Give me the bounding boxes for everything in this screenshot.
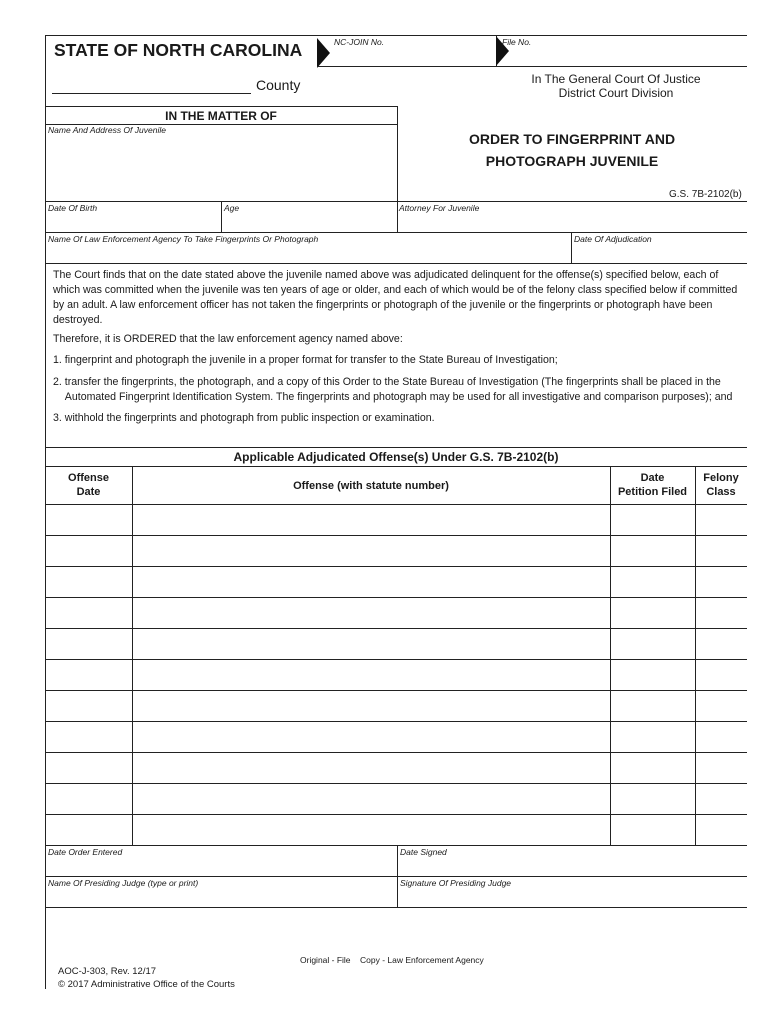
distribution-note: Original - File Copy - Law Enforcement Agency — [300, 955, 484, 965]
column-header-offense-date: Offense Date — [68, 472, 109, 498]
offense-date-cell[interactable] — [46, 567, 131, 596]
title-line-1: ORDER TO FINGERPRINT AND — [468, 131, 676, 147]
offense-cell[interactable] — [133, 536, 609, 565]
offense-date-cell[interactable] — [46, 505, 131, 534]
juvenile-name-address-field[interactable] — [46, 137, 396, 200]
petition-filed-cell[interactable] — [611, 567, 694, 596]
offense-date-cell[interactable] — [46, 815, 131, 844]
order-item-text: withhold the fingerprints and photograph from public inspection or examination. — [64, 412, 435, 424]
petition-filed-cell[interactable] — [611, 691, 694, 720]
ordered-paragraph: Therefore, it is ORDERED that the law enforcement agency named above: — [53, 333, 403, 345]
offense-cell[interactable] — [133, 660, 609, 689]
offense-cell[interactable] — [133, 567, 609, 596]
felony-class-cell[interactable] — [696, 660, 746, 689]
offense-table-top-line — [45, 447, 747, 448]
court-line-2: District Court Division — [558, 86, 674, 100]
dob-field[interactable] — [46, 214, 220, 231]
form-number: AOC-J-303, Rev. 12/17 — [58, 966, 157, 977]
felony-class-cell[interactable] — [696, 784, 746, 813]
offense-date-cell[interactable] — [46, 629, 131, 658]
file-no-label: File No. — [502, 37, 532, 47]
offense-date-cell[interactable] — [46, 691, 131, 720]
court-division — [503, 72, 729, 100]
agency-field[interactable] — [46, 245, 570, 262]
felony-class-cell[interactable] — [696, 505, 746, 534]
offense-cell[interactable] — [133, 784, 609, 813]
felony-class-cell[interactable] — [696, 567, 746, 596]
order-body — [53, 268, 741, 426]
agency-label: Name Of Law Enforcement Agency To Take Fingerprints Or Photograph — [48, 234, 319, 244]
petition-filed-cell[interactable] — [611, 536, 694, 565]
county-label: County — [256, 77, 301, 93]
felony-class-cell[interactable] — [696, 536, 746, 565]
date-signed-field[interactable] — [398, 858, 746, 875]
order-item — [53, 353, 741, 368]
petition-filed-cell[interactable] — [611, 753, 694, 782]
felony-class-cell[interactable] — [696, 753, 746, 782]
attorney-label: Attorney For Juvenile — [399, 203, 480, 213]
court-line-1: In The General Court Of Justice — [531, 72, 701, 86]
order-item-number: 2. — [53, 376, 62, 388]
state-name: STATE OF NORTH CAROLINA — [54, 40, 303, 60]
column-header-petition-filed: Date Petition Filed — [617, 472, 688, 498]
offense-date-cell[interactable] — [46, 753, 131, 782]
signature-middle-line — [45, 876, 747, 877]
offense-cell[interactable] — [133, 753, 609, 782]
column-header-offense: Offense (with statute number) — [293, 480, 449, 492]
petition-filed-cell[interactable] — [611, 660, 694, 689]
signature-bottom-line — [45, 907, 747, 908]
felony-class-cell[interactable] — [696, 815, 746, 844]
statute-reference: G.S. 7B-2102(b) — [669, 189, 742, 200]
judge-signature-label: Signature Of Presiding Judge — [400, 878, 512, 888]
matter-top-line — [45, 106, 397, 107]
petition-filed-cell[interactable] — [611, 598, 694, 627]
court-finding-paragraph: The Court finds that on the date stated above the juvenile named above was adjudicated delinquent for the offense(s) specified below, each of which was committed when the juvenile was ten years of age or older, and each of which would be of the felony class specified below if committed by an adult. A law enforcement officer has not taken the fingerprints or photograph of the juvenile or the fingerprints or photograph have been destroyed. — [53, 269, 738, 326]
petition-filed-cell[interactable] — [611, 722, 694, 751]
petition-filed-cell[interactable] — [611, 815, 694, 844]
felony-class-cell[interactable] — [696, 598, 746, 627]
order-item-text: fingerprint and photograph the juvenile in a proper format for transfer to the State Bureau of Investigation; — [64, 354, 558, 366]
offense-cell[interactable] — [133, 691, 609, 720]
title-line-2: PHOTOGRAPH JUVENILE — [485, 153, 659, 169]
offense-date-cell[interactable] — [46, 660, 131, 689]
adjudication-field[interactable] — [572, 245, 746, 262]
date-order-entered-label: Date Order Entered — [48, 847, 123, 857]
county-blank-line[interactable] — [52, 93, 251, 94]
date-signed-label: Date Signed — [400, 847, 447, 857]
petition-filed-cell[interactable] — [611, 505, 694, 534]
file-no-bottom-line — [317, 66, 747, 67]
agency-row-bottom-line — [45, 263, 747, 264]
agency-row-top-line — [45, 232, 747, 233]
offense-cell[interactable] — [133, 505, 609, 534]
age-label: Age — [224, 203, 240, 213]
order-item-number: 1. — [53, 354, 62, 366]
offense-cell[interactable] — [133, 598, 609, 627]
offense-table-title: Applicable Adjudicated Offense(s) Under G.S. 7B-2102(b) — [233, 450, 559, 464]
judge-name-field[interactable] — [46, 889, 396, 906]
form-title — [397, 128, 747, 172]
juvenile-name-address-label: Name And Address Of Juvenile — [48, 125, 166, 135]
offense-cell[interactable] — [133, 722, 609, 751]
petition-filed-cell[interactable] — [611, 784, 694, 813]
dob-label: Date Of Birth — [48, 203, 98, 213]
offense-cell[interactable] — [133, 629, 609, 658]
attorney-field[interactable] — [398, 214, 746, 231]
offense-date-cell[interactable] — [46, 784, 131, 813]
order-item — [53, 411, 741, 426]
petition-filed-cell[interactable] — [611, 629, 694, 658]
order-item-number: 3. — [53, 412, 62, 424]
column-header-felony-class: Felony Class — [703, 472, 739, 498]
judge-signature-field[interactable] — [398, 889, 746, 906]
copyright: © 2017 Administrative Office of the Courts — [58, 979, 235, 990]
felony-class-cell[interactable] — [696, 629, 746, 658]
offense-date-cell[interactable] — [46, 722, 131, 751]
adjudication-label: Date Of Adjudication — [574, 234, 652, 244]
date-order-entered-field[interactable] — [46, 858, 396, 875]
order-item — [53, 375, 741, 405]
offense-cell[interactable] — [133, 815, 609, 844]
judge-name-label: Name Of Presiding Judge (type or print) — [48, 878, 199, 888]
offense-table-title-line — [45, 466, 747, 467]
age-field[interactable] — [222, 214, 396, 231]
matter-heading: IN THE MATTER OF — [165, 109, 277, 123]
arrow-right-icon — [317, 38, 330, 68]
offense-date-cell[interactable] — [46, 598, 131, 627]
felony-class-cell[interactable] — [696, 722, 746, 751]
order-item-text: transfer the fingerprints, the photograph, and a copy of this Order to the State Bureau of Investigation (The fingerprints shall be placed in the Automated Fingerprint Identification System. The fingerprints and photograph may be used for all investigative and comparison purposes); and — [64, 376, 733, 403]
offense-date-cell[interactable] — [46, 536, 131, 565]
felony-class-cell[interactable] — [696, 691, 746, 720]
nc-join-label: NC-JOIN No. — [334, 37, 385, 47]
dob-row-top-line — [45, 201, 747, 202]
form-top-border — [45, 35, 747, 36]
signature-top-line — [45, 845, 747, 846]
